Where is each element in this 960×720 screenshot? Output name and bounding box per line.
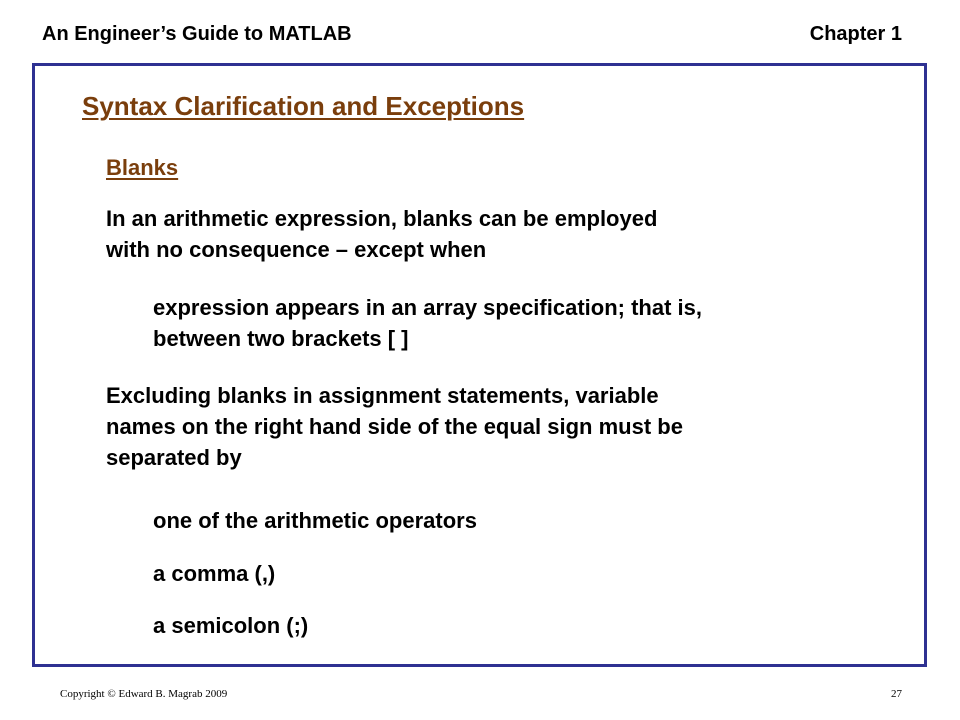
paragraph-line: expression appears in an array specification; that is,	[153, 295, 702, 320]
separator-item-comma: a comma (,)	[153, 561, 276, 586]
paragraph-line: In an arithmetic expression, blanks can be employed	[106, 206, 658, 231]
page-number: 27	[891, 688, 902, 700]
paragraph-line: Excluding blanks in assignment statements, variable	[106, 383, 659, 408]
copyright-notice: Copyright © Edward B. Magrab 2009	[60, 688, 228, 700]
subheading-blanks: Blanks	[106, 155, 179, 180]
separator-item-semicolon: a semicolon (;)	[153, 613, 309, 638]
slide-title: Syntax Clarification and Exceptions	[82, 91, 525, 121]
separator-item-operators: one of the arithmetic operators	[153, 508, 477, 533]
chapter-label: Chapter 1	[809, 23, 902, 45]
paragraph-variable-names	[106, 380, 683, 473]
paragraph-blanks-rule	[106, 203, 657, 265]
paragraph-line: names on the right hand side of the equal sign must be	[106, 414, 683, 439]
paragraph-line: with no consequence – except when	[106, 237, 487, 262]
paragraph-array-exception	[153, 292, 702, 354]
paragraph-line: separated by	[106, 445, 242, 470]
book-title: An Engineer’s Guide to MATLAB	[42, 23, 352, 45]
paragraph-line: between two brackets [ ]	[153, 326, 409, 351]
